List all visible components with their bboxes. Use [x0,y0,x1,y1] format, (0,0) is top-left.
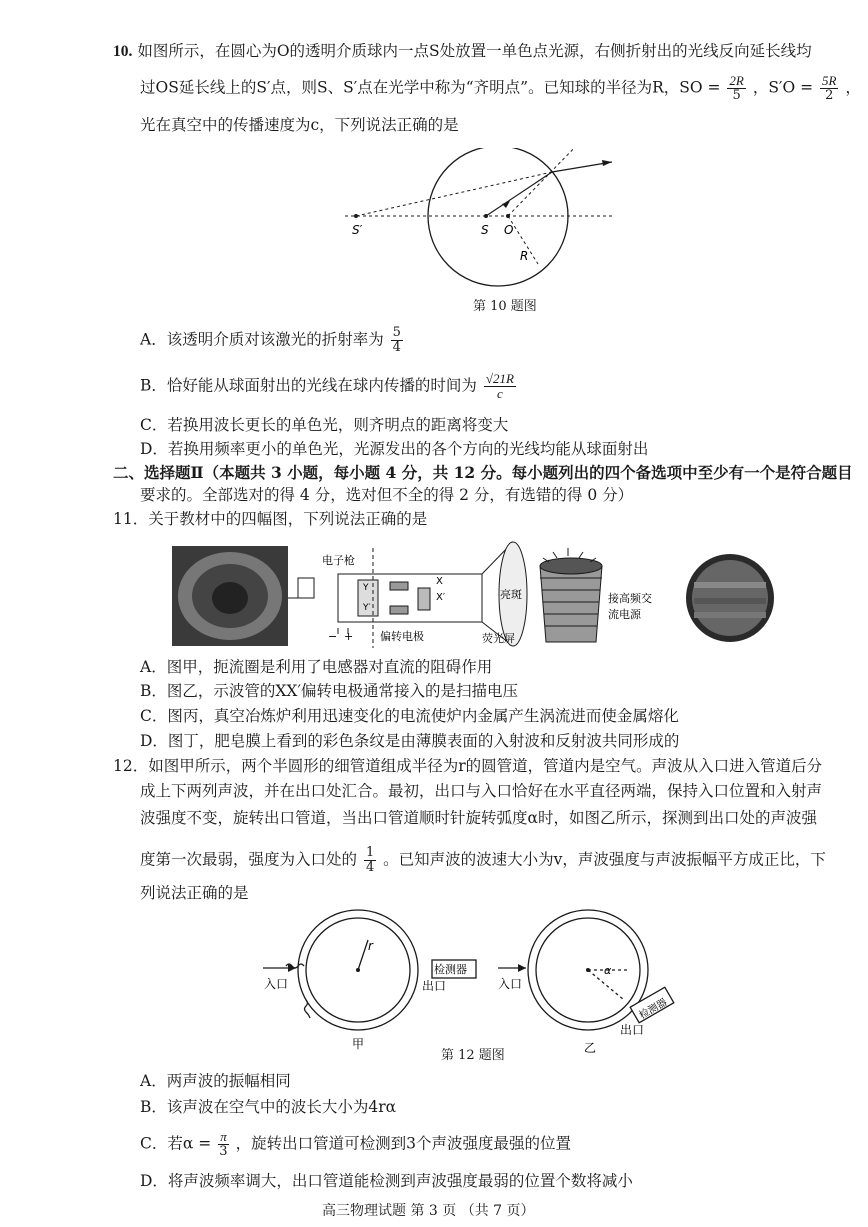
q10-number: 10. [113,43,133,60]
q11-figure [168,538,798,650]
q10-line3: 光在真空中的传播速度为c，下列说法正确的是 [140,116,459,134]
svg-text:−: − [328,630,338,643]
q12-figure [258,908,698,1058]
inner-ray [486,172,552,216]
q11-option-a: A．图甲，扼流圈是利用了电感器对直流的阻碍作用 [140,658,493,676]
label-O: O [504,223,514,237]
label-S: S [481,223,489,237]
label-hf-2: 流电源 [608,608,641,621]
svg-text:Y′: Y′ [363,603,371,613]
label-hf-1: 接高频交 [608,592,652,605]
label-jia: 甲 [352,1037,365,1051]
page-footer: 高三物理试题 第 3 页 （共 7 页） [322,1203,535,1219]
q11-option-d: D．图丁，肥皂膜上看到的彩色条纹是由薄膜表面的入射波和反射波共同形成的 [140,732,680,750]
label-detector-jia: 检测器 [434,963,467,976]
svg-text:X′: X′ [436,592,446,603]
svg-text:r: r [368,939,373,953]
q10-line1 [113,40,812,63]
q12-option-c: C．若α = $\frac{\pi}{3}$ ，旋转出口管道可检测到3个声波强度最强的位置 [140,1129,572,1159]
q11-option-b: B．图乙，示波管的XX′偏转电极通常接入的是扫描电压 [140,682,518,700]
svg-text:X: X [436,576,443,587]
q11-option-c: C．图丙，真空冶炼炉利用迅速变化的电流使炉内金属产生涡流进而使金属熔化 [140,707,679,725]
label-Sp: S′ [352,223,363,237]
induction-furnace [540,548,602,642]
label-R: R [520,249,529,263]
label-screen: 荧光屏 [482,632,515,645]
q12-option-b: B．该声波在空气中的波长大小为4rα [140,1098,397,1116]
label-inlet-yi: 入口 [498,977,523,991]
q12-line2: 成上下两列声波，并在出口处汇合。最初，出口与入口恰好在水平直径两端，保持入口位置和入射声 [140,782,823,800]
q12-figure-caption: 第 12 题图 [441,1048,505,1063]
section2-heading-2: 要求的。全部选对的得 4 分，选对但不全的得 2 分，有选错的得 0 分） [140,486,634,504]
q10-option-b: B．恰好能从球面射出的光线在球内传播的时间为 $\frac{√21R}{c}$ [140,371,514,401]
refracted-ray-arrow [602,160,612,166]
label-spot: 亮斑 [500,588,522,601]
q12-line5: 列说法正确的是 [140,884,249,902]
q10-option-d: D．若换用频率更小的单色光，光源发出的各个方向的光线均能从球面射出 [140,440,649,458]
q10-stem-1: 如图所示，在圆心为O的透明介质球内一点S处放置一单色点光源，右侧折射出的光线反向延长线均 [137,42,812,60]
so-fraction: $\frac{2R}{5}$ [729,73,744,103]
q10-line2: 过OS延长线上的S′点，则S、S′点在光学中称为“齐明点”。已知球的半径为R，SO = $\frac{2R}{5}$ ，S′O = $\frac{5R}{2}$ ， [140,73,861,103]
q12-line4: 度第一次最弱，强度为入口处的 $\frac{1}{4}$ 。已知声波的波速大小为v，声波强度与声波振幅平方成正比，下 [140,845,826,875]
label-detector-yi: 检测器 [637,997,670,1022]
label-inlet-jia: 入口 [264,977,289,991]
q10-figure [340,148,620,318]
q10-option-a: A．该透明介质对该激光的折射率为 $\frac{5}{4}$ [140,325,401,355]
svg-text:+: + [344,630,354,643]
q12-line3: 波强度不变，旋转出口管道，当出口管道顺时针旋转弧度α时，如图乙所示，探测到出口处的声波强 [140,809,817,827]
spo-fraction: $\frac{5R}{2}$ [822,73,837,103]
normal-line [508,148,580,216]
q10-figure-caption: 第 10 题图 [473,299,537,314]
label-plates: 偏转电极 [380,630,424,643]
label-outlet-yi: 出口 [620,1023,645,1037]
q10-option-c: C．若换用波长更长的单色光，则齐明点的距离将变大 [140,416,509,434]
label-yi: 乙 [584,1041,597,1055]
soap-film-image [686,554,774,642]
sphere-circle [428,148,568,286]
q12-option-a: A．两声波的振幅相同 [140,1072,291,1090]
svg-text:α: α [604,964,612,977]
choke-coil-image [172,546,288,646]
back-extension-line [356,172,552,216]
q12-line1: 12．如图甲所示，两个半圆形的细管道组成半径为r的圆管道，管道内是空气。声波从入口进入管道后分 [113,757,823,775]
label-outlet-jia: 出口 [422,979,447,993]
q11-stem: 11．关于教材中的四幅图，下列说法正确的是 [113,510,428,528]
svg-text:Y: Y [363,583,369,593]
section2-heading: 二、选择题Ⅱ（本题共 3 小题，每小题 4 分，共 12 分。每小题列出的四个备选项中至少有一个是符合题目 [113,463,853,482]
label-gun: 电子枪 [322,554,355,567]
q12-option-d: D．将声波频率调大，出口管道能检测到声波强度最弱的位置个数将减小 [140,1172,633,1190]
